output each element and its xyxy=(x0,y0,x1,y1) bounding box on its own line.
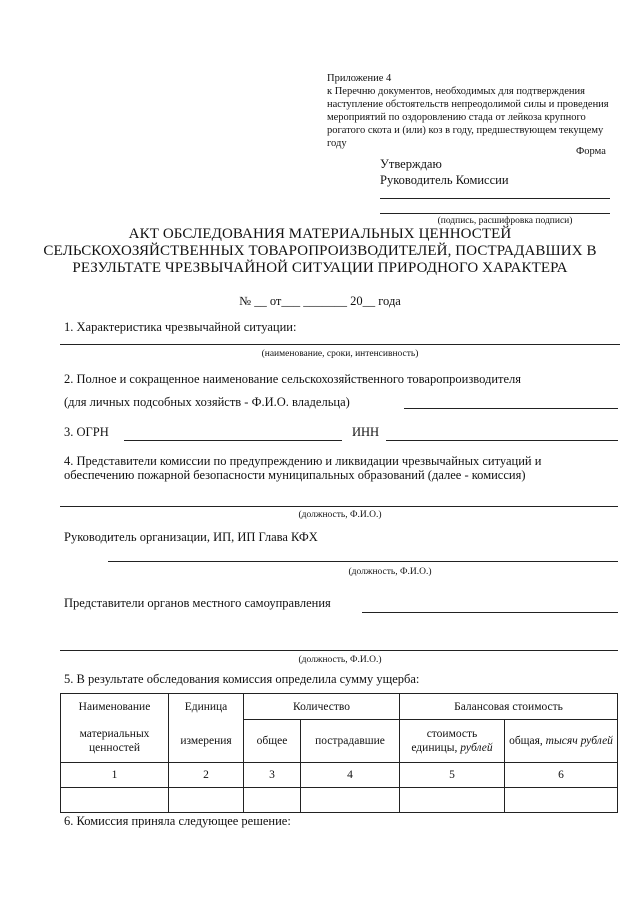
col-name-header-2: материальных ценностей xyxy=(61,720,169,763)
column-number: 4 xyxy=(301,763,400,788)
title-line: СЕЛЬСКОХОЗЯЙСТВЕННЫХ ТОВАРОПРОИЗВОДИТЕЛЕЙ, ПОСТРАДАВШИХ В xyxy=(43,243,597,259)
total-cost-unit: тысяч рублей xyxy=(545,735,613,747)
section1-caption: (наименование, сроки, интенсивность) xyxy=(261,349,419,359)
col-unit-header-2: измерения xyxy=(169,720,244,763)
section4-caption2: (должность, Ф.И.О.) xyxy=(348,567,432,577)
local-gov-line-1[interactable] xyxy=(362,612,618,613)
signature-line-2[interactable] xyxy=(380,213,610,214)
appendix-line: году xyxy=(327,138,347,149)
col-name-header: Наименование xyxy=(61,694,169,720)
org-head-label: Руководитель организации, ИП, ИП Глава КФХ xyxy=(64,530,318,544)
balance-header: Балансовая стоимость xyxy=(400,694,618,720)
column-number: 2 xyxy=(169,763,244,788)
appendix-block xyxy=(327,72,627,150)
appendix-line: мероприятий по оздоровлению стада от лейкоза крупного xyxy=(327,112,586,123)
table-cell[interactable] xyxy=(61,788,169,813)
section4-caption1: (должность, Ф.И.О.) xyxy=(298,510,382,520)
table-cell[interactable] xyxy=(169,788,244,813)
unit-cost-text: стоимость единицы, xyxy=(411,728,478,754)
col-unit-header: Единица xyxy=(169,694,244,720)
inn-line[interactable] xyxy=(386,440,618,441)
appendix-line: рогатого скота и (или) коз в году, предшествующем текущему xyxy=(327,125,604,136)
inn-label: ИНН xyxy=(352,425,380,439)
signature-line-1[interactable] xyxy=(380,198,610,199)
table-cell[interactable] xyxy=(244,788,301,813)
section2-line[interactable] xyxy=(404,408,618,409)
column-number: 3 xyxy=(244,763,301,788)
signature-caption: (подпись, расшифровка подписи) xyxy=(437,216,573,226)
title-line: РЕЗУЛЬТАТЕ ЧРЕЗВЫЧАЙНОЙ СИТУАЦИИ ПРИРОДНОГО ХАРАКТЕРА xyxy=(72,260,568,276)
local-gov-line-2[interactable] xyxy=(60,650,618,651)
section2-sub: (для личных подсобных хозяйств - Ф.И.О. владельца) xyxy=(64,395,350,409)
section4-commission-line[interactable] xyxy=(60,506,618,507)
title-line: АКТ ОБСЛЕДОВАНИЯ МАТЕРИАЛЬНЫХ ЦЕННОСТЕЙ xyxy=(128,226,512,242)
approve-label: Утверждаю xyxy=(380,157,442,171)
section4-line1: 4. Представители комиссии по предупреждению и ликвидации чрезвычайных ситуаций и xyxy=(64,454,542,468)
column-number: 6 xyxy=(505,763,618,788)
qty-total-header: общее xyxy=(244,720,301,763)
table-cell[interactable] xyxy=(505,788,618,813)
act-number-line[interactable]: № __ от___ _______ 20__ года xyxy=(239,294,401,308)
qty-damaged-header: пострадавшие xyxy=(301,720,400,763)
damage-table xyxy=(60,693,618,813)
local-gov-label: Представители органов местного самоуправления xyxy=(64,596,331,610)
section4-caption3: (должность, Ф.И.О.) xyxy=(298,655,382,665)
total-cost-header xyxy=(505,720,618,763)
ogrn-label: 3. ОГРН xyxy=(64,425,109,439)
table-cell[interactable] xyxy=(301,788,400,813)
ogrn-line[interactable] xyxy=(124,440,342,441)
qty-header: Количество xyxy=(244,694,400,720)
appendix-line: наступление обстоятельств непреодолимой силы и проведения xyxy=(327,99,609,110)
appendix-title: Приложение 4 xyxy=(327,73,392,84)
form-label: Форма xyxy=(576,146,606,157)
section6-label: 6. Комиссия приняла следующее решение: xyxy=(64,814,291,828)
appendix-line: к Перечню документов, необходимых для подтверждения xyxy=(327,86,585,97)
section2-label: 2. Полное и сокращенное наименование сельскохозяйственного товаропроизводителя xyxy=(64,372,522,386)
total-cost-text: общая, xyxy=(509,735,543,747)
unit-cost-header xyxy=(400,720,505,763)
table-cell[interactable] xyxy=(400,788,505,813)
document-title xyxy=(40,226,600,277)
column-number: 1 xyxy=(61,763,169,788)
commission-head-label: Руководитель Комиссии xyxy=(380,173,509,187)
section5-label: 5. В результате обследования комиссия определила сумму ущерба: xyxy=(64,672,420,686)
section1-label: 1. Характеристика чрезвычайной ситуации: xyxy=(64,320,297,334)
section4-line2: обеспечению пожарной безопасности муниципальных образований (далее - комиссия) xyxy=(64,468,526,482)
column-number: 5 xyxy=(400,763,505,788)
section1-line[interactable] xyxy=(60,344,620,345)
unit-cost-unit: рублей xyxy=(460,742,493,754)
org-head-line[interactable] xyxy=(108,561,618,562)
